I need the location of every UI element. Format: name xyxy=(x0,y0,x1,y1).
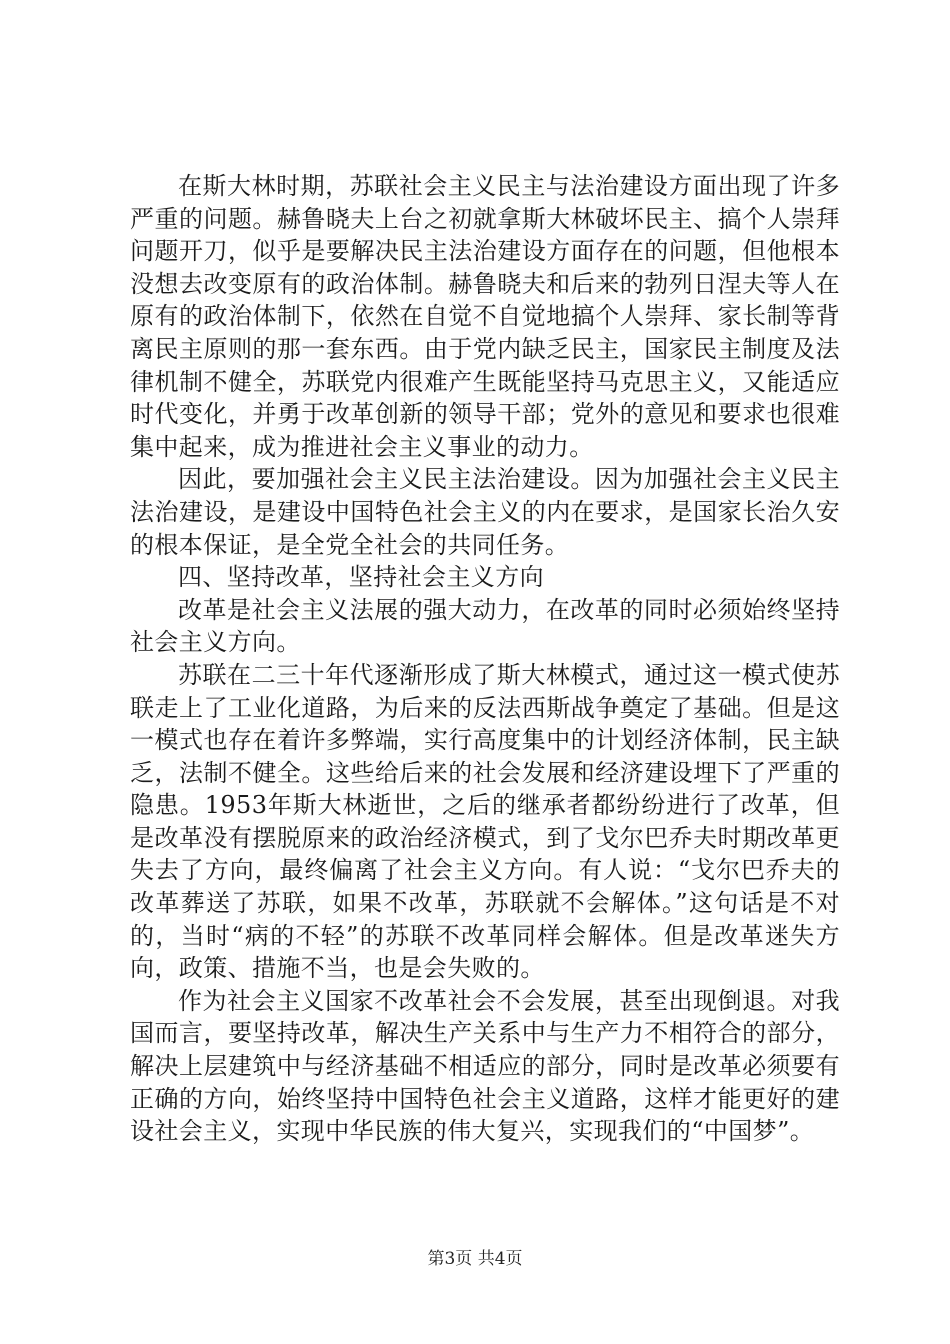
section-heading: 四、坚持改革，坚持社会主义方向 xyxy=(178,563,544,592)
paragraph: 改革是社会主义法展的强大动力，在改革的同时必须始终坚持社会主义方向。 xyxy=(130,595,840,657)
page-number-footer: 第3页 共4页 xyxy=(427,1249,523,1269)
paragraph: 在斯大林时期，苏联社会主义民主与法治建设方面出现了许多严重的问题。赫鲁晓夫上台之初就拿斯大林破坏民主、搞个人崇拜问题开刀，似乎是要解决民主法治建设方面存在的问题，但他根本没想去改变原有的政治体制。赫鲁晓夫和后来的勃列日涅夫等人在原有的政治体制下，依然在自觉不自觉地搞个人崇拜、家长制等背离民主原则的那一套东西。由于党内缺乏民主，国家民主制度及法律机制不健全，苏联党内很难产生既能坚持马克思主义，又能适应时代变化，并勇于改革创新的领导干部；党外的意见和要求也很难集中起来，成为推进社会主义事业的动力。 xyxy=(130,172,840,461)
paragraph: 因此，要加强社会主义民主法治建设。因为加强社会主义民主法治建设，是建设中国特色社会主义的内在要求，是国家长治久安的根本保证，是全党全社会的共同任务。 xyxy=(130,465,840,559)
paragraph: 作为社会主义国家不改革社会不会发展，甚至出现倒退。对我国而言，要坚持改革，解决生产关系中与生产力不相符合的部分，解决上层建筑中与经济基础不相适应的部分，同时是改革必须要有正确的方向，始终坚持中国特色社会主义道路，这样才能更好的建设社会主义，实现中华民族的伟大复兴，实现我们的“中国梦”。 xyxy=(130,986,840,1146)
document-body xyxy=(130,170,840,1148)
paragraph: 苏联在二三十年代逐渐形成了斯大林模式，通过这一模式使苏联走上了工业化道路，为后来的反法西斯战争奠定了基础。但是这一模式也存在着许多弊端，实行高度集中的计划经济体制，民主缺乏，法制不健全。这些给后来的社会发展和经济建设埋下了严重的隐患。1953年斯大林逝世，之后的继承者都纷纷进行了改革，但是改革没有摆脱原来的政治经济模式，到了戈尔巴乔夫时期改革更失去了方向，最终偏离了社会主义方向。有人说：“戈尔巴乔夫的改革葬送了苏联，如果不改革，苏联就不会解体。”这句话是不对的，当时“病的不轻”的苏联不改革同样会解体。但是改革迷失方向，政策、措施不当，也是会失败的。 xyxy=(130,660,840,983)
